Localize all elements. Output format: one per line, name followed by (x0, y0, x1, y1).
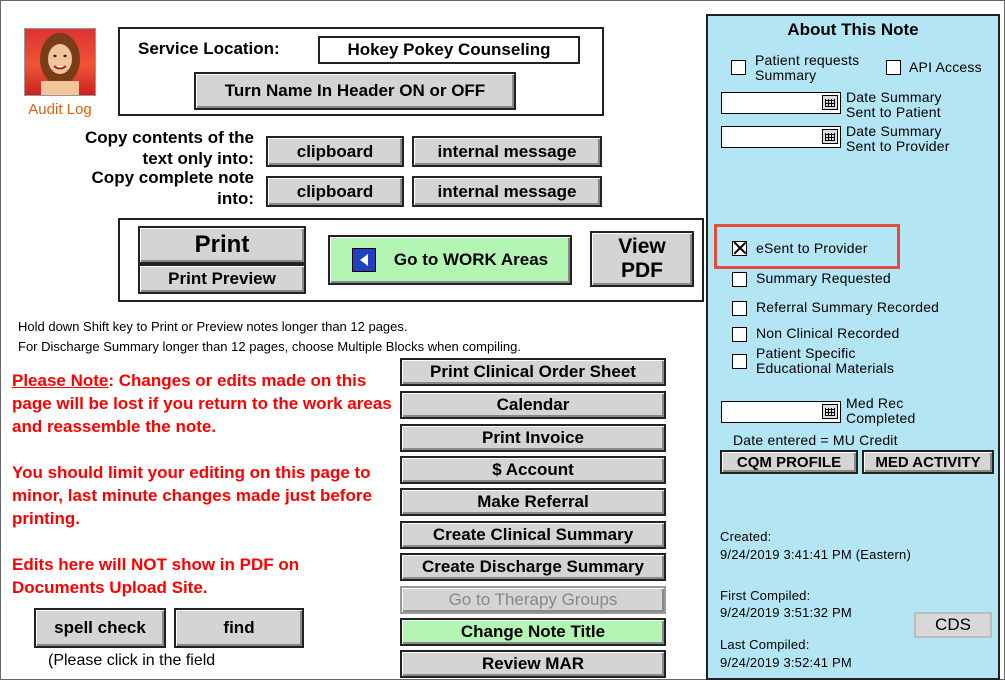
hint-discharge-summary: For Discharge Summary longer than 12 pages, choose Multiple Blocks when compiling. (18, 339, 521, 354)
first-compiled-label: First Compiled: (720, 588, 811, 603)
last-compiled-label: Last Compiled: (720, 637, 810, 652)
change-note-title-button[interactable]: Change Note Title (400, 618, 666, 646)
go-to-therapy-groups-button[interactable]: Go to Therapy Groups (400, 586, 666, 614)
patient-requests-summary-label: Patient requests Summary (755, 52, 860, 83)
created-value: 9/24/2019 3:41:41 PM (Eastern) (720, 547, 912, 562)
date-summary-provider-label: Date Summary Sent to Provider (846, 123, 950, 154)
notice-paragraph-1-text: : Changes or edits made on this page will be lost if you return to the work areas and reassemble the note. (12, 371, 392, 436)
api-access-label: API Access (909, 59, 982, 75)
notice-paragraph-3: Edits here will NOT show in PDF on Documents Upload Site. (12, 555, 300, 597)
toggle-name-header-button[interactable]: Turn Name In Header ON or OFF (194, 72, 516, 110)
date-summary-patient-label: Date Summary Sent to Patient (846, 89, 942, 120)
view-pdf-button[interactable] (590, 231, 694, 287)
esent-to-provider-label: eSent to Provider (756, 240, 868, 256)
api-access-checkbox[interactable] (886, 60, 901, 75)
print-invoice-button[interactable]: Print Invoice (400, 424, 666, 452)
make-referral-button[interactable]: Make Referral (400, 488, 666, 516)
non-clinical-recorded-label: Non Clinical Recorded (756, 325, 900, 341)
med-activity-button[interactable]: MED ACTIVITY (862, 450, 994, 474)
summary-requested-checkbox[interactable] (732, 272, 747, 287)
create-discharge-summary-button[interactable]: Create Discharge Summary (400, 553, 666, 581)
last-compiled-value: 9/24/2019 3:52:41 PM (720, 655, 852, 670)
service-location-label: Service Location: (138, 39, 280, 58)
print-button[interactable]: Print (138, 226, 306, 264)
go-to-work-areas-button[interactable] (328, 235, 572, 285)
please-note-label: Please Note (12, 371, 109, 390)
calendar-icon[interactable] (822, 129, 838, 144)
audit-log-label[interactable]: Audit Log (28, 101, 92, 118)
about-note-title: About This Note (787, 20, 919, 39)
copy-text-clipboard-button[interactable]: clipboard (266, 136, 404, 167)
arrow-left-icon (352, 248, 376, 272)
find-button[interactable]: find (174, 608, 304, 648)
first-compiled-value: 9/24/2019 3:51:32 PM (720, 605, 852, 620)
review-mar-button[interactable]: Review MAR (400, 650, 666, 678)
patient-specific-materials-label: Patient Specific Educational Materials (756, 345, 895, 376)
spell-check-button[interactable]: spell check (34, 608, 166, 648)
copy-complete-internal-message-button[interactable]: internal message (412, 176, 602, 207)
notice-paragraph-2: You should limit your editing on this page to minor, last minute changes made just before printing. (12, 463, 372, 528)
copy-text-only-label: Copy contents of the text only into: (84, 128, 254, 168)
med-rec-completed-label: Med Rec Completed (846, 395, 916, 426)
service-location-field[interactable]: Hokey Pokey Counseling (318, 36, 580, 64)
go-to-work-areas-label: Go to WORK Areas (393, 250, 549, 269)
copy-text-internal-message-button[interactable]: internal message (412, 136, 602, 167)
hint-shift-print: Hold down Shift key to Print or Preview notes longer than 12 pages. (18, 319, 408, 334)
print-clinical-order-sheet-button[interactable]: Print Clinical Order Sheet (400, 358, 666, 386)
referral-summary-recorded-label: Referral Summary Recorded (756, 299, 940, 315)
copy-complete-label: Copy complete note into: (91, 168, 254, 208)
calendar-icon[interactable] (822, 404, 838, 419)
created-label: Created: (720, 529, 772, 544)
avatar-photo-icon (25, 29, 95, 95)
view-pdf-label: View PDF (618, 235, 666, 282)
patient-requests-summary-checkbox[interactable] (731, 60, 746, 75)
print-preview-button[interactable]: Print Preview (138, 264, 306, 294)
copy-complete-clipboard-button[interactable]: clipboard (266, 176, 404, 207)
create-clinical-summary-button[interactable]: Create Clinical Summary (400, 521, 666, 549)
notice-paragraph-1 (12, 369, 396, 438)
date-summary-patient-field[interactable] (721, 92, 841, 114)
calendar-icon[interactable] (822, 95, 838, 110)
cqm-profile-button[interactable]: CQM PROFILE (720, 450, 858, 474)
date-summary-provider-field[interactable] (721, 126, 841, 148)
referral-summary-recorded-checkbox[interactable] (732, 301, 747, 316)
calendar-button[interactable]: Calendar (400, 391, 666, 419)
non-clinical-recorded-checkbox[interactable] (732, 327, 747, 342)
highlight-box (714, 224, 900, 269)
summary-requested-label: Summary Requested (756, 270, 891, 286)
med-rec-completed-field[interactable] (721, 401, 841, 423)
audit-log-avatar[interactable] (24, 28, 96, 96)
account-button[interactable]: $ Account (400, 456, 666, 484)
cds-button[interactable]: CDS (914, 612, 992, 638)
click-field-hint: (Please click in the field (48, 652, 216, 669)
patient-specific-materials-checkbox[interactable] (732, 354, 747, 369)
mu-credit-note: Date entered = MU Credit (733, 432, 898, 448)
